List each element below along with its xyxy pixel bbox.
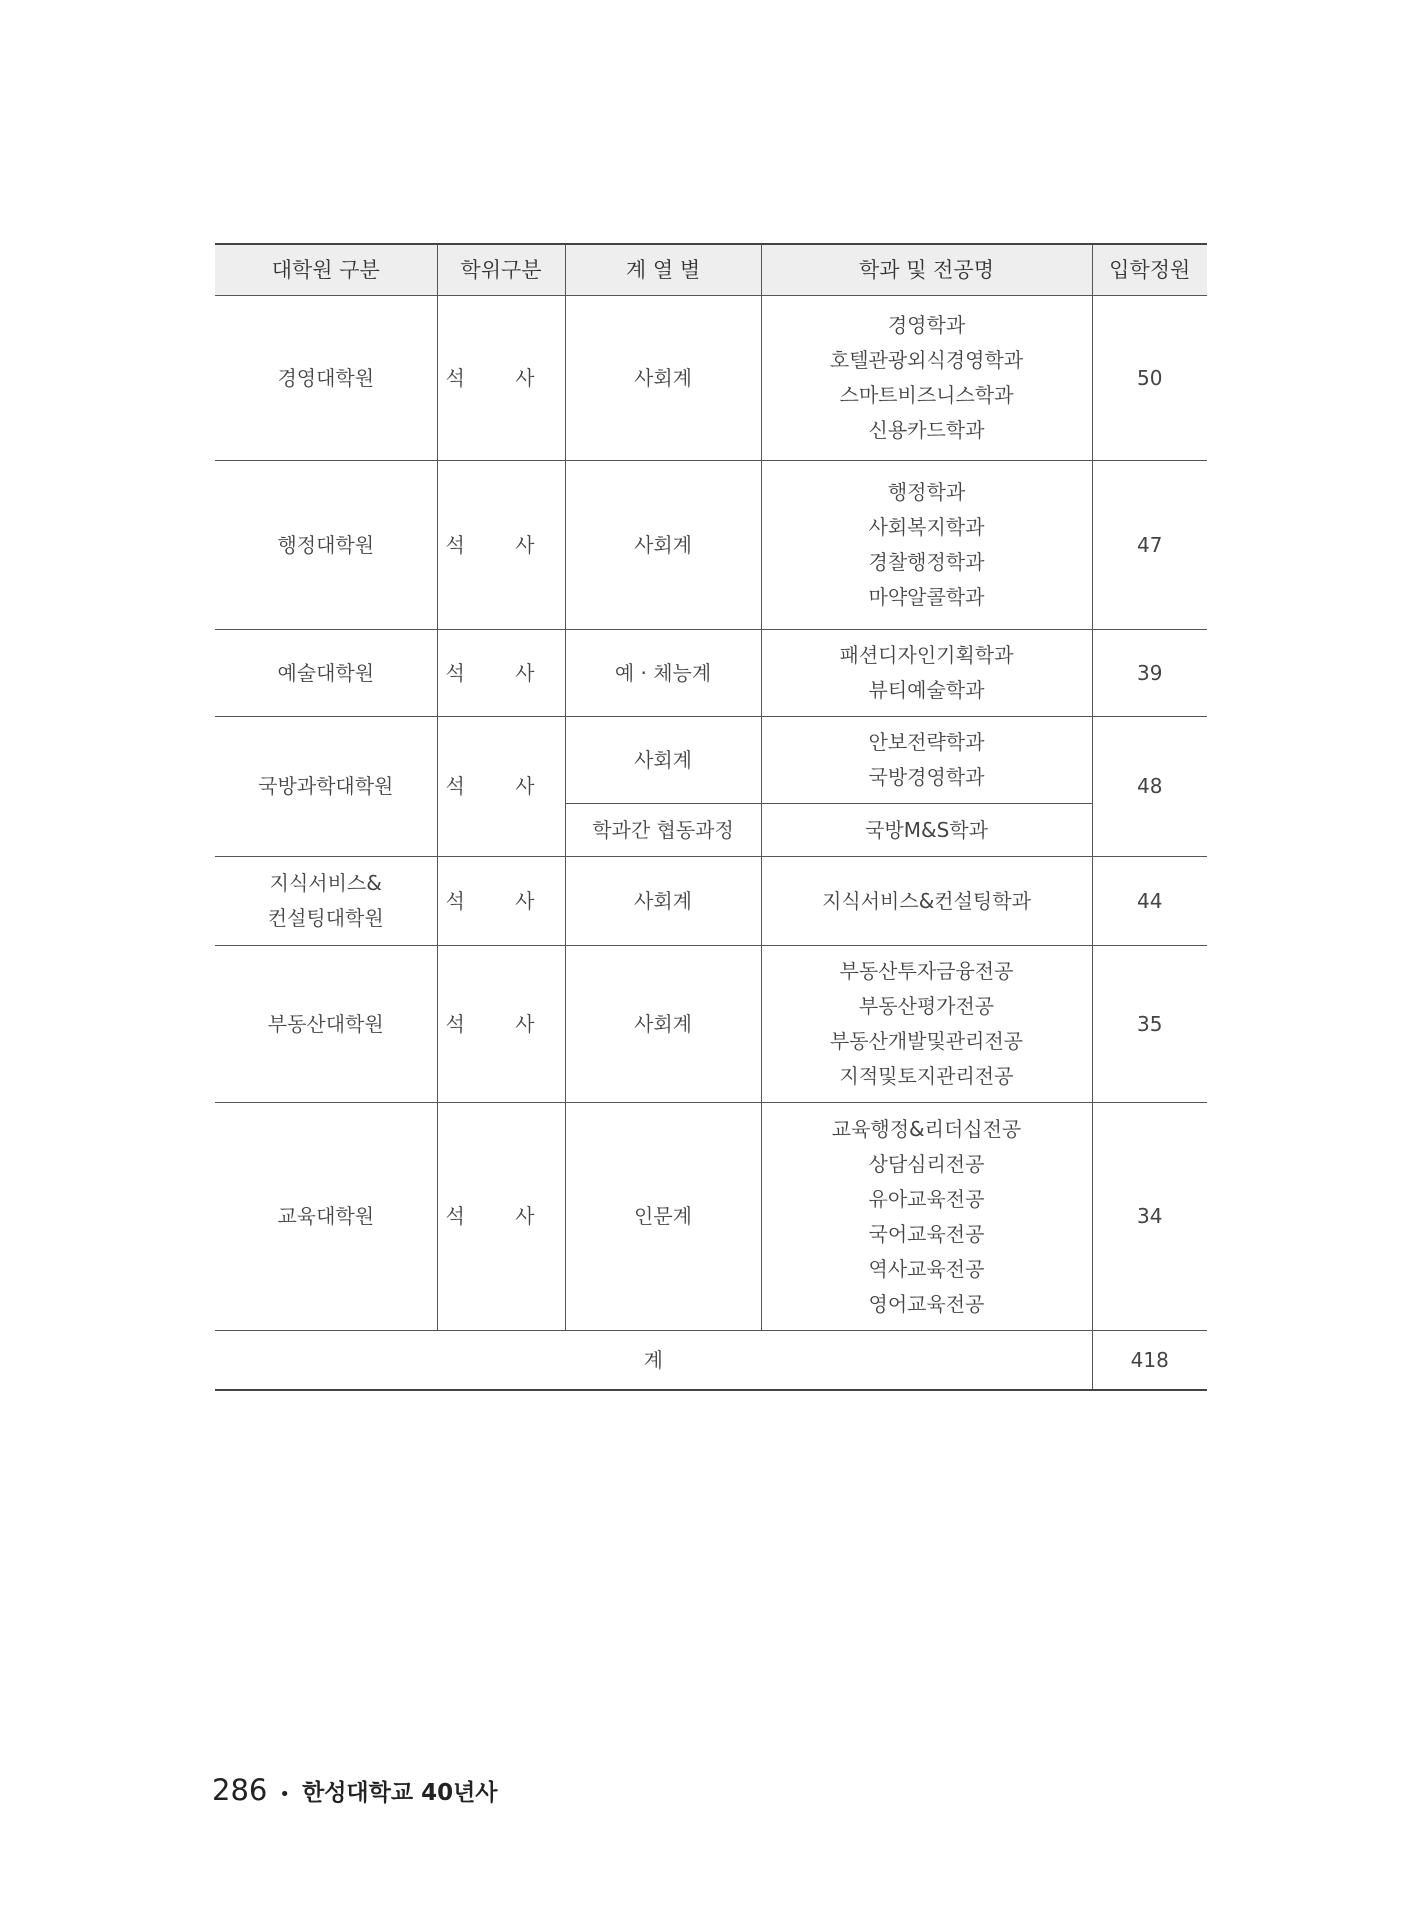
department-name: 국방경영학과 bbox=[868, 765, 985, 789]
table-row bbox=[215, 461, 1207, 630]
degree-type: 석 사 bbox=[437, 461, 565, 630]
field-name: 예 · 체능계 bbox=[565, 630, 761, 717]
department-name: 지적및토지관리전공 bbox=[839, 1064, 1014, 1088]
quota-value: 50 bbox=[1092, 296, 1207, 461]
book-title: 한성대학교 40년사 bbox=[301, 1780, 498, 1806]
degree-type: 석 사 bbox=[437, 946, 565, 1103]
department-name: 국어교육전공 bbox=[868, 1221, 985, 1246]
department-name: 호텔관광외식경영학과 bbox=[829, 348, 1024, 372]
school-name: 예술대학원 bbox=[215, 630, 437, 717]
department-name: 교육행정&리더십전공 bbox=[831, 1116, 1022, 1141]
department-name: 행정학과 bbox=[887, 480, 966, 504]
department-name: 안보전략학과 bbox=[868, 730, 985, 754]
department-name: 신용카드학과 bbox=[868, 418, 985, 442]
table-row bbox=[215, 630, 1207, 717]
department-list bbox=[761, 946, 1092, 1103]
quota-value: 35 bbox=[1092, 946, 1207, 1103]
department-name: 국방M&S학과 bbox=[865, 817, 988, 842]
degree-type: 석 사 bbox=[437, 630, 565, 717]
school-name bbox=[215, 857, 437, 946]
total-label: 계 bbox=[215, 1331, 1092, 1391]
total-row bbox=[215, 1331, 1207, 1391]
department-list bbox=[761, 1103, 1092, 1331]
table-row bbox=[215, 946, 1207, 1103]
department-name: 패션디자인기획학과 bbox=[839, 643, 1014, 667]
quota-value: 48 bbox=[1092, 717, 1207, 857]
quota-value: 44 bbox=[1092, 857, 1207, 946]
department-name: 마약알콜학과 bbox=[868, 585, 985, 609]
field-name: 인문계 bbox=[565, 1103, 761, 1331]
field-name: 사회계 bbox=[565, 296, 761, 461]
school-name: 부동산대학원 bbox=[215, 946, 437, 1103]
header-departments: 학과 및 전공명 bbox=[761, 244, 1092, 296]
department-name: 뷰티예술학과 bbox=[868, 678, 985, 702]
department-name: 사회복지학과 bbox=[868, 515, 985, 539]
header-school: 대학원 구분 bbox=[215, 244, 437, 296]
header-field: 계 열 별 bbox=[565, 244, 761, 296]
field-name: 사회계 bbox=[565, 717, 761, 804]
department-list bbox=[761, 630, 1092, 717]
header-row bbox=[215, 244, 1207, 296]
table-row bbox=[215, 857, 1207, 946]
quota-value: 39 bbox=[1092, 630, 1207, 717]
field-name: 사회계 bbox=[565, 946, 761, 1103]
department-name: 영어교육전공 bbox=[868, 1291, 985, 1316]
department-list bbox=[761, 804, 1092, 857]
page-footer bbox=[212, 1773, 498, 1807]
school-name: 경영대학원 bbox=[215, 296, 437, 461]
page-number: 286 bbox=[212, 1773, 268, 1807]
table-row bbox=[215, 717, 1207, 804]
department-name: 유아교육전공 bbox=[868, 1186, 985, 1211]
department-name: 부동산개발및관리전공 bbox=[829, 1029, 1024, 1053]
quota-value: 47 bbox=[1092, 461, 1207, 630]
school-name-line: 지식서비스& bbox=[269, 871, 382, 895]
school-name: 국방과학대학원 bbox=[215, 717, 437, 857]
field-name: 사회계 bbox=[565, 857, 761, 946]
table-row bbox=[215, 296, 1207, 461]
department-list bbox=[761, 857, 1092, 946]
department-list bbox=[761, 717, 1092, 804]
field-name: 사회계 bbox=[565, 461, 761, 630]
department-name: 지식서비스&컨설팅학과 bbox=[822, 888, 1031, 913]
department-list bbox=[761, 296, 1092, 461]
degree-type: 석 사 bbox=[437, 296, 565, 461]
department-name: 역사교육전공 bbox=[868, 1256, 985, 1281]
header-degree: 학위구분 bbox=[437, 244, 565, 296]
department-name: 경영학과 bbox=[887, 313, 966, 337]
department-name: 경찰행정학과 bbox=[868, 550, 985, 574]
total-value: 418 bbox=[1092, 1331, 1207, 1391]
department-list bbox=[761, 461, 1092, 630]
school-name-line: 컨설팅대학원 bbox=[267, 906, 384, 930]
header-quota: 입학정원 bbox=[1092, 244, 1207, 296]
school-name: 행정대학원 bbox=[215, 461, 437, 630]
graduate-quota-table bbox=[215, 243, 1207, 1391]
department-name: 부동산평가전공 bbox=[858, 994, 995, 1018]
degree-type: 석 사 bbox=[437, 717, 565, 857]
field-name: 학과간 협동과정 bbox=[565, 804, 761, 857]
department-name: 스마트비즈니스학과 bbox=[839, 383, 1014, 407]
school-name: 교육대학원 bbox=[215, 1103, 437, 1331]
quota-value: 34 bbox=[1092, 1103, 1207, 1331]
department-name: 부동산투자금융전공 bbox=[839, 959, 1014, 983]
bullet-separator: • bbox=[279, 1784, 290, 1805]
table-row bbox=[215, 1103, 1207, 1331]
degree-type: 석 사 bbox=[437, 857, 565, 946]
degree-type: 석 사 bbox=[437, 1103, 565, 1331]
department-name: 상담심리전공 bbox=[868, 1151, 985, 1176]
